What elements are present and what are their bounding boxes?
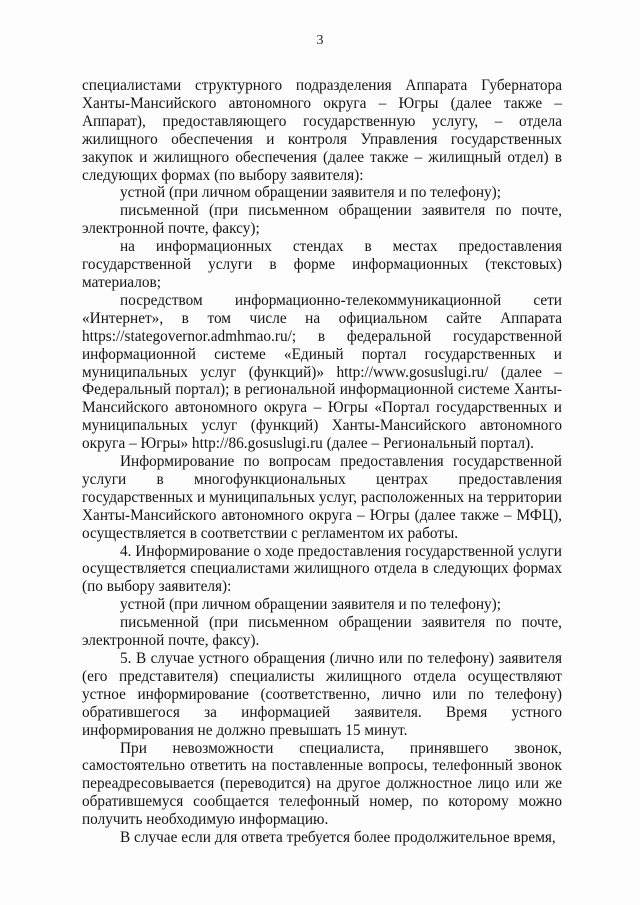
document-body [82, 77, 562, 847]
paragraph-9: письменной (при письменном обращении заявителя по почте, электронной почте, факсу). [82, 614, 562, 650]
paragraph-6: Информирование по вопросам предоставления государственной услуги в многофункциональных центрах предоставления государственных и муниципальных услуг, расположенных на территории Ханты-Мансийского автономного округа – Югры (далее также – МФЦ), осуществляется в соответствии с регламентом их работы. [82, 453, 562, 542]
paragraph-12: В случае если для ответа требуется более продолжительное время, [120, 829, 556, 847]
paragraph-3: письменной (при письменном обращении заявителя по почте, электронной почте, факсу); [82, 202, 562, 238]
page-number: 3 [316, 33, 324, 48]
paragraph-8: устной (при личном обращении заявителя и по телефону); [120, 596, 502, 614]
paragraph-10: 5. В случае устного обращения (лично или по телефону) заявителя (его представителя) специалисты жилищного отдела осуществляют устное информирование (соответственно, лично или по телефону) обратившегося за информацией заявителя. Время устного информирования не должно превышать 15 минут. [82, 650, 562, 739]
paragraph-5: посредством информационно-телекоммуникационной сети «Интернет», в том числе на официальном сайте Аппарата https://stategovernor.admhmao.ru/; в федеральной государственной информационной системе «Единый портал государственных и муниципальных услуг (функций)» http://www.gosuslugi.ru/ (далее – Федеральный портал); в региональной информационной системе Ханты-Мансийского автономного округа – Югры «Портал государственных и муниципальных услуг (функций) Ханты-Мансийского автономного округа – Югры» http://86.gosuslugi.ru (далее – Региональный портал). [82, 291, 562, 453]
paragraph-4: на информационных стендах в местах предоставления государственной услуги в форме информационных (текстовых) материалов; [82, 238, 562, 291]
paragraph-7: 4. Информирование о ходе предоставления государственной услуги осуществляется специалистами жилищного отдела в следующих формах (по выбору заявителя): [82, 542, 562, 596]
paragraph-11: При невозможности специалиста, принявшего звонок, самостоятельно ответить на поставленные вопросы, телефонный звонок переадресовывается (переводится) на другое должностное лицо или же обратившемуся сообщается телефонный номер, по которому можно получить необходимую информацию. [82, 739, 562, 829]
paragraph-2: устной (при личном обращении заявителя и по телефону); [120, 184, 502, 202]
paragraph-1: специалистами структурного подразделения Аппарата Губернатора Ханты-Мансийского автономного округа – Югры (далее также – Аппарат), предоставляющего государственную услугу, – отдела жилищного обеспечения и контроля Управления государственных закупок и жилищного обеспечения (далее также – жилищный отдел) в следующих формах (по выбору заявителя): [82, 77, 562, 184]
